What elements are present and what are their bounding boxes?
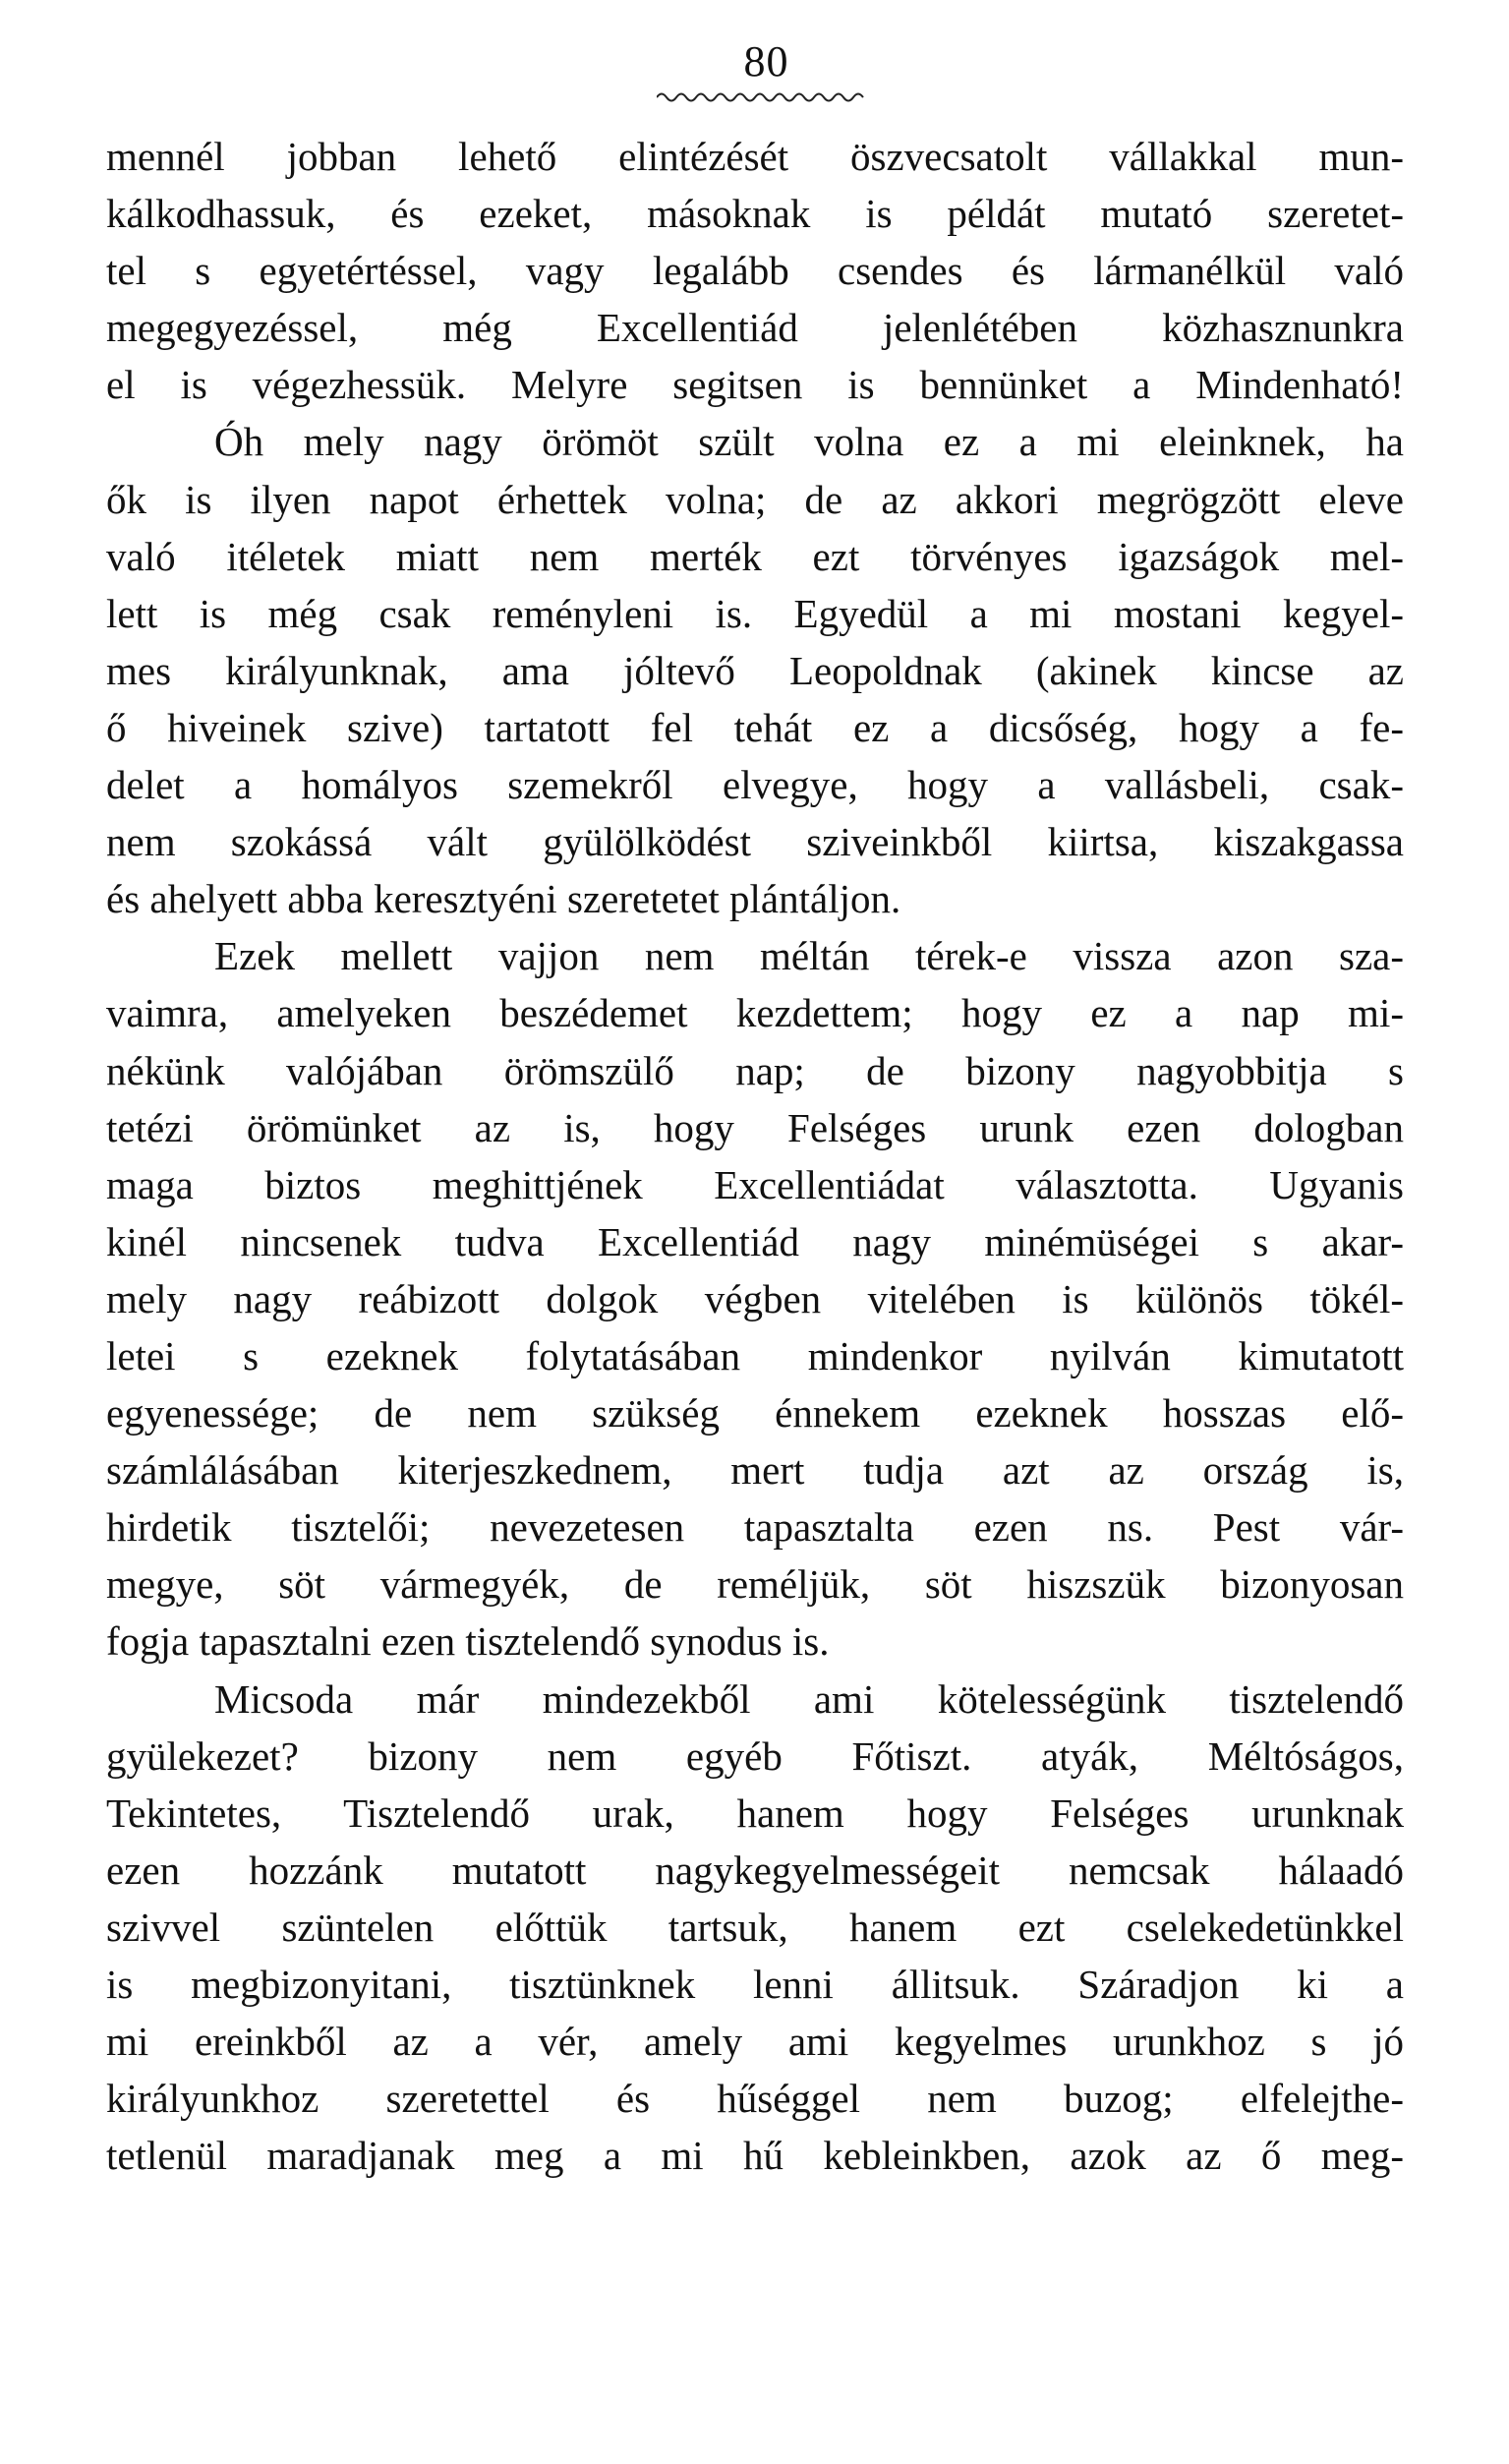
text-line: delet a homályos szemekről elvegye, hogy a vallásbeli, csak- xyxy=(106,762,1404,808)
paragraph-end-line: és ahelyett abba keresztyéni szeretetet plántáljon. xyxy=(106,876,901,922)
text-line: gyülekezet? bizony nem egyéb Főtiszt. atyák, Méltóságos, xyxy=(106,1732,1404,1779)
text-line: megye, söt vármegyék, de reméljük, söt hiszszük bizonyosan xyxy=(106,1561,1404,1608)
text-line: el is végezhessük. Melyre segitsen is bennünket a Mindenható! xyxy=(106,362,1404,408)
text-line: egyenessége; de nem szükség énnekem ezeknek hosszas elő- xyxy=(106,1390,1404,1437)
text-line: lett is még csak reményleni is. Egyedül a mi mostani kegyel- xyxy=(106,590,1404,636)
text-line: megegyezéssel, még Excellentiád jelenlétében közhasznunkra xyxy=(106,305,1404,351)
text-line: is megbizonyitani, tisztünknek lenni állitsuk. Száradjon ki a xyxy=(106,1962,1404,2007)
text-line: mes királyunknak, ama jóltevő Leopoldnak (akinek kincse az xyxy=(106,647,1404,693)
paragraph-start-line: Micsoda már mindezekből ami kötelességünk tisztelendő xyxy=(214,1675,1404,1722)
text-line: letei s ezeknek folytatásában mindenkor nyilván kimutatott xyxy=(106,1332,1404,1379)
body-text xyxy=(106,128,1404,2184)
page-number: 80 xyxy=(743,37,789,86)
text-line: tel s egyetértéssel, vagy legalább csendes és lármanélkül való xyxy=(106,248,1404,294)
text-line: tetlenül maradjanak meg a mi hű kebleinkben, azok az ő meg- xyxy=(106,2133,1404,2179)
text-line: tetézi örömünket az is, hogy Felséges urunk ezen dologban xyxy=(106,1104,1404,1150)
text-line: mely nagy reábizott dolgok végben vitelében is különös tökél- xyxy=(106,1275,1404,1321)
text-line: ők is ilyen napot érhettek volna; de az akkori megrögzött eleve xyxy=(106,476,1404,522)
text-line: királyunkhoz szeretettel és hűséggel nem buzog; elfelejthe- xyxy=(106,2076,1404,2122)
text-line: számlálásában kiterjeszkednem, mert tudja azt az ország is, xyxy=(106,1447,1404,1494)
wave-ornament-icon xyxy=(657,90,865,104)
text-line: mennél jobban lehető elintézését öszvecsatolt vállakkal mun- xyxy=(106,134,1404,179)
text-line: nékünk valójában örömszülő nap; de bizony nagyobbitja s xyxy=(106,1047,1404,1093)
paragraph-end-line: fogja tapasztalni ezen tisztelendő synodus is. xyxy=(106,1618,830,1665)
paragraph-start-line: Óh mely nagy örömöt szült volna ez a mi eleinknek, ha xyxy=(214,419,1404,465)
page-header xyxy=(0,37,1509,87)
text-line: Tekintetes, Tisztelendő urak, hanem hogy Felséges urunknak xyxy=(106,1789,1404,1836)
text-line: nem szokássá vált gyülölködést sziveinkből kiirtsa, kiszakgassa xyxy=(106,819,1404,865)
text-line: kinél nincsenek tudva Excellentiád nagy minémüségei s akar- xyxy=(106,1218,1404,1264)
text-line: való itéletek miatt nem merték ezt törvényes igazságok mel- xyxy=(106,533,1404,579)
text-line: szivvel szüntelen előttük tartsuk, hanem ezt cselekedetünkkel xyxy=(106,1904,1404,1950)
text-line: maga biztos meghittjének Excellentiádat választotta. Ugyanis xyxy=(106,1161,1404,1207)
text-line: vaimra, amelyeken beszédemet kezdettem; hogy ez a nap mi- xyxy=(106,990,1404,1036)
text-line: mi ereinkből az a vér, amely ami kegyelmes urunkhoz s jó xyxy=(106,2019,1404,2065)
text-line: ő hiveinek szive) tartatott fel tehát ez a dicsőség, hogy a fe- xyxy=(106,704,1404,750)
text-line: ezen hozzánk mutatott nagykegyelmességeit nemcsak hálaadó xyxy=(106,1847,1404,1893)
paragraph-start-line: Ezek mellett vajjon nem méltán térek-e vissza azon sza- xyxy=(214,933,1404,979)
text-line: kálkodhassuk, és ezeket, másoknak is példát mutató szeretet- xyxy=(106,191,1404,237)
text-line: hirdetik tisztelői; nevezetesen tapasztalta ezen ns. Pest vár- xyxy=(106,1504,1404,1551)
